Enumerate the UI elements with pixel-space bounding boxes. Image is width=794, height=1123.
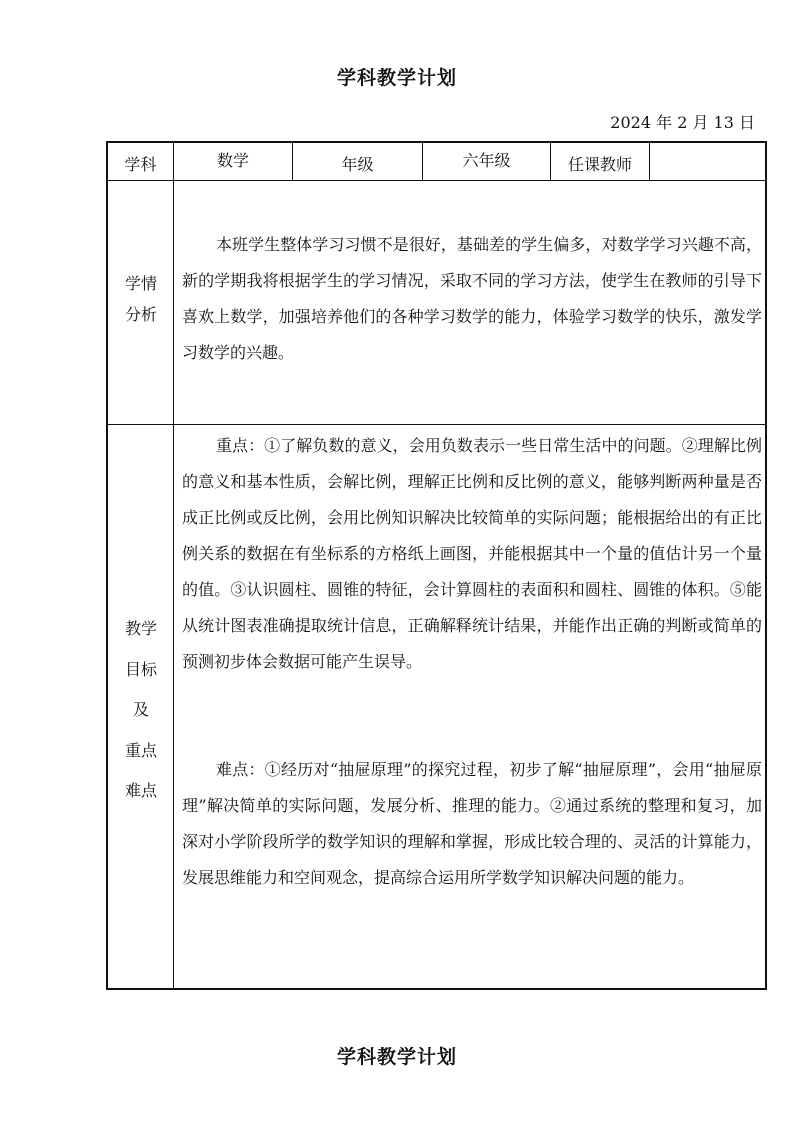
next-page-title: 学科教学计划 bbox=[336, 1046, 457, 1068]
analysis-label-line-1: 学情 bbox=[124, 274, 157, 293]
difficulties-text: 难点：①经历对“抽屉原理”的探究过程，初步了解“抽屉原理”，会用“抽屉原理”解决简单的实际问题，发展分析、推理的能力。②通过系统的整理和复习，加深对小学阶段所学的数学知识的理解和掌握，形成比较合理的、灵活的计算能力，发展思维能力和空间观念，提高综合运用所学数学知识解决问题的能力。 bbox=[182, 760, 762, 887]
subject-label: 学科 bbox=[124, 155, 157, 174]
plan-table bbox=[106, 141, 767, 990]
grade-label: 年级 bbox=[341, 155, 374, 174]
analysis-text: 本班学生整体学习习惯不是很好，基础差的学生偏多，对数学学习兴趣不高，新的学期我将根据学生的学习情况，采取不同的学习方法，使学生在教师的引导下喜欢上数学，加强培养他们的各种学习数学的能力，体验学习数学的快乐，激发学习数学的兴趣。 bbox=[182, 235, 762, 362]
goals-label-line-4: 重点 bbox=[124, 740, 157, 760]
goals-label-line-5: 难点 bbox=[124, 781, 157, 800]
document-date: 2024 年 2 月 13 日 bbox=[610, 113, 755, 132]
key-points-text: 重点：①了解负数的意义，会用负数表示一些日常生活中的问题。②理解比例的意义和基本性质，会解比例，理解正比例和反比例的意义，能够判断两种量是否成正比例或反比例，会用比例知识解决比较简单的实际问题；能根据给出的有正比例关系的数据在有坐标系的方格纸上画图，并能根据其中一个量的值估计另一个量的值。③认识圆柱、圆锥的特征，会计算圆柱的表面积和圆柱、圆锥的体积。⑤能从统计图表准确提取统计信息，正确解释统计结果，并能作出正确的判断或简单的预测初步体会数据可能产生误导。 bbox=[182, 436, 762, 671]
row-divider-analysis bbox=[108, 424, 765, 425]
goals-label-line-1: 教学 bbox=[124, 619, 157, 638]
goals-label-line-3: 及 bbox=[132, 700, 149, 719]
grade-value: 六年级 bbox=[462, 151, 511, 170]
header-col-divider-4 bbox=[649, 143, 650, 180]
goals-label-line-2: 目标 bbox=[124, 659, 157, 679]
teacher-label: 任课教师 bbox=[567, 155, 632, 174]
goals-label bbox=[108, 609, 174, 812]
subject-value: 数学 bbox=[216, 151, 249, 170]
page-title: 学科教学计划 bbox=[336, 67, 457, 89]
row-divider-header bbox=[108, 180, 765, 181]
analysis-label-line-2: 分析 bbox=[124, 305, 157, 324]
analysis-label bbox=[108, 268, 174, 330]
